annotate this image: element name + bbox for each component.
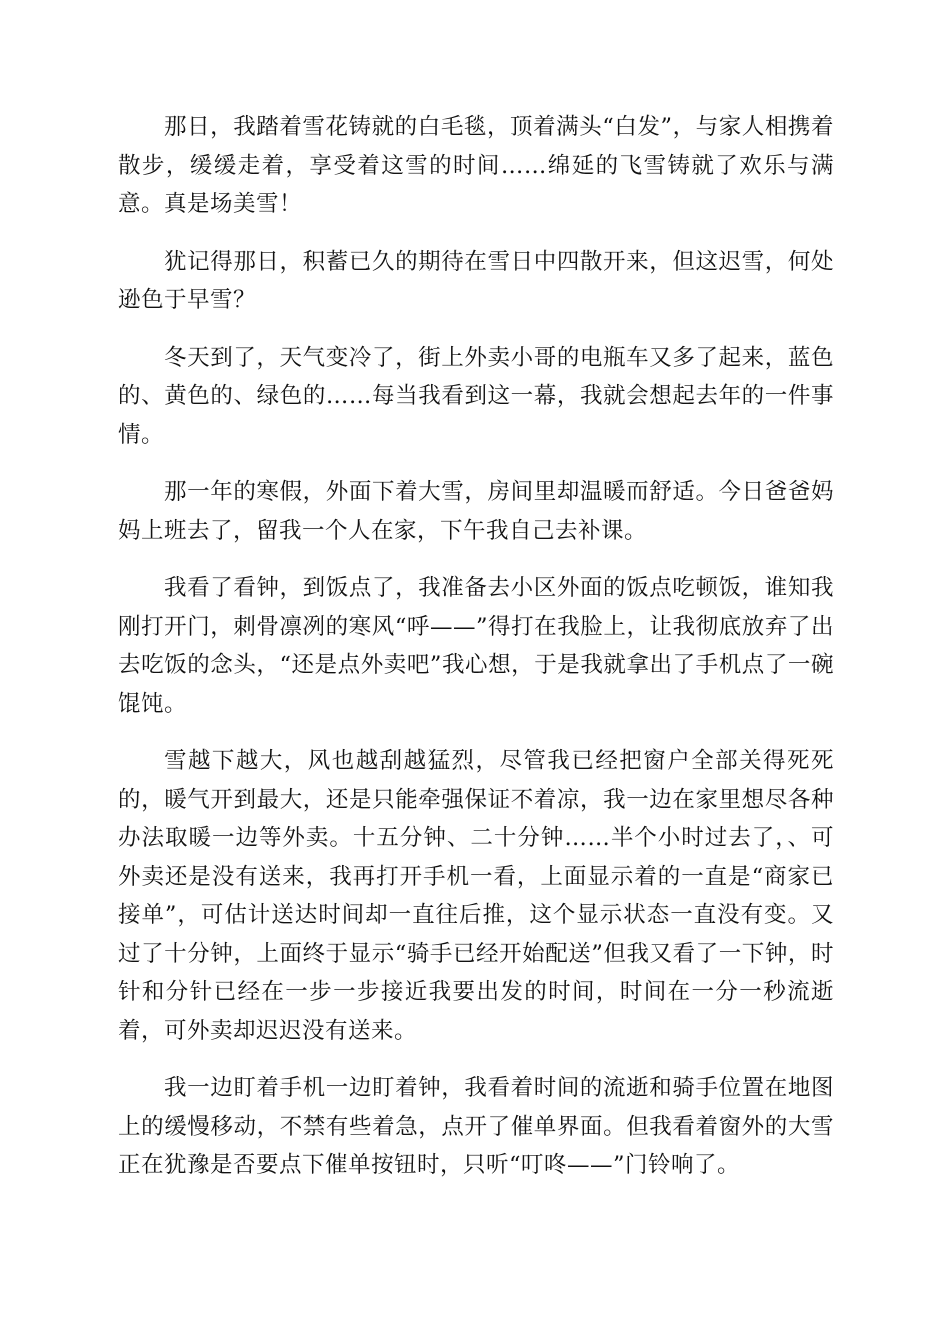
paragraph-7: 我一边盯着手机一边盯着钟，我看着时间的流逝和骑手位置在地图上的缓慢移动，不禁有些着急，点开了催单界面。但我看着窗外的大雪正在犹豫是否要点下催单按钮时，只听“叮咚——”门铃响了。 — [118, 1075, 834, 1178]
paragraph-1: 那日，我踏着雪花铸就的白毛毯，顶着满头“白发”，与家人相携着散步，缓缓走着，享受着这雪的时间……绵延的飞雪铸就了欢乐与满意。真是场美雪！ — [118, 114, 834, 217]
paragraph-4: 那一年的寒假，外面下着大雪，房间里却温暖而舒适。今日爸爸妈妈上班去了，留我一个人在家，下午我自己去补课。 — [118, 479, 834, 544]
paragraph-6: 雪越下越大，风也越刮越猛烈，尽管我已经把窗户全部关得死死的，暖气开到最大，还是只能牵强保证不着凉，我一边在家里想尽各种办法取暖一边等外卖。十五分钟、二十分钟……半个小时过去了，、可外卖还是没有送来，我再打开手机一看，上面显示着的一直是“商家已接单”，可估计送达时间却一直往后推，这个显示状态一直没有变。又过了十分钟，上面终于显示“骑手已经开始配送”但我又看了一下钟，时针和分针已经在一步一步接近我要出发的时间，时间在一分一秒流逝着，可外卖却迟迟没有送来。 — [118, 748, 834, 1044]
paragraph-2: 犹记得那日，积蓄已久的期待在雪日中四散开来，但这迟雪，何处逊色于早雪？ — [118, 248, 834, 313]
paragraph-5: 我看了看钟，到饭点了，我准备去小区外面的饭点吃顿饭，谁知我刚打开门，刺骨凛冽的寒风“呼——”得打在我脸上，让我彻底放弃了出去吃饭的念头，“还是点外卖吧”我心想，于是我就拿出了手机点了一碗馄饨。 — [118, 575, 834, 717]
document-body — [118, 108, 834, 1204]
paragraph-3: 冬天到了，天气变冷了，街上外卖小哥的电瓶车又多了起来，蓝色的、黄色的、绿色的……每当我看到这一幕，我就会想起去年的一件事情。 — [118, 344, 834, 448]
